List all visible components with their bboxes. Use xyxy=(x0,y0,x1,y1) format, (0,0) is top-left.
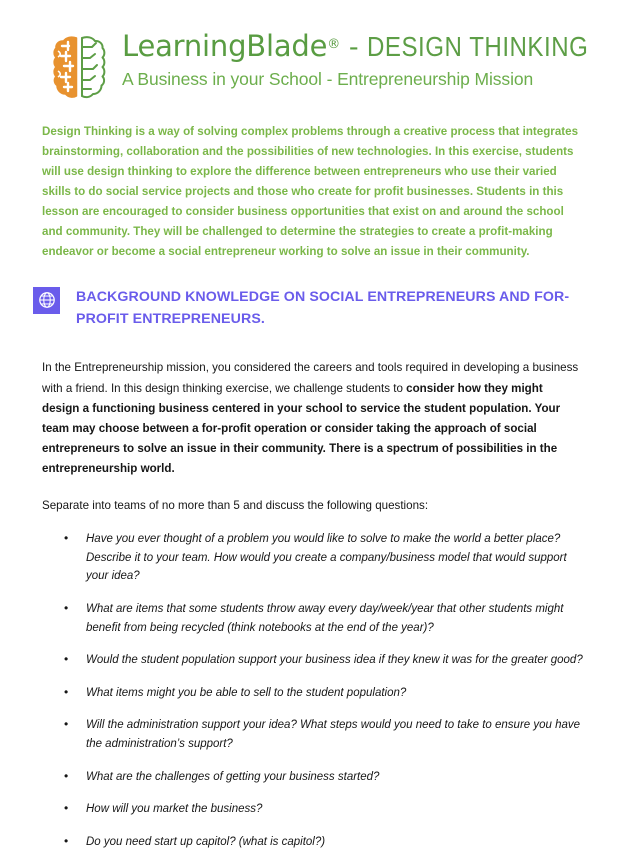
list-item: • Will the administration support your idea? What steps would you need to take to ensure you have the administration’s support? xyxy=(42,716,583,753)
list-item: • What items might you be able to sell to the student population? xyxy=(42,684,583,703)
list-item: • What are items that some students throw away every day/week/year that other students might benefit from being recycled (think notebooks at the end of the year)? xyxy=(42,600,583,637)
globe-icon xyxy=(33,287,60,314)
body-paragraph xyxy=(42,358,583,479)
discussion-questions-list xyxy=(42,530,583,852)
section-title: BACKGROUND KNOWLEDGE ON SOCIAL ENTREPRENEURS AND FOR-PROFIT ENTREPRENEURS. xyxy=(76,288,570,327)
registered-mark: ® xyxy=(327,36,341,52)
section-heading xyxy=(33,286,585,331)
list-item: • Have you ever thought of a problem you would like to solve to make the world a better place? Describe it to your team. How would you create a company/business model that would support your idea? xyxy=(42,530,583,586)
title-dash: - xyxy=(340,32,368,63)
list-item: • What are the challenges of getting your business started? xyxy=(42,768,583,787)
body-paragraph-normal: In the Entrepreneurship mission, you considered the careers and tools required in developing a business with a friend. In this design thinking exercise, we challenge students to xyxy=(42,361,579,395)
logo-text-block xyxy=(122,30,619,90)
header-tagline: A Business in your School - Entrepreneurship Mission xyxy=(122,69,534,89)
logo-title-line xyxy=(122,29,619,63)
list-item: • Do you need start up capitol? (what is capitol?) xyxy=(42,833,583,852)
document-header xyxy=(0,0,619,100)
body-paragraph-bold: consider how they might design a functioning business centered in your school to service the student population. Your team may choose between a for-profit operation or consider taking the approach of social entrepreneurs to solve an issue in their community. There is a spectrum of possibilities in the entrepreneurship world. xyxy=(42,381,561,476)
brand-name: LearningBlade xyxy=(122,29,328,63)
list-item: • Would the student population support your business idea if they knew it was for the greater good? xyxy=(42,651,583,670)
intro-paragraph: Design Thinking is a way of solving complex problems through a creative process that integrates brainstorming, collaboration and the possibilities of new technologies. In this exercise, students will use design thinking to explore the difference between entrepreneurs who use their varied skills to do social service projects and those who create for profit businesses. Students in this lesson are encouraged to consider business opportunities that exist on and around the school and community. They will be challenged to determine the strategies to create a profit-making endeavor or become a social entrepreneur working to solve an issue in their community. xyxy=(42,125,579,258)
brain-icon xyxy=(52,34,108,100)
mission-type-title: DESIGN THINKING xyxy=(367,31,589,62)
teams-instruction: Separate into teams of no more than 5 and discuss the following questions: xyxy=(42,499,429,513)
list-item: • How will you market the business? xyxy=(42,800,583,819)
